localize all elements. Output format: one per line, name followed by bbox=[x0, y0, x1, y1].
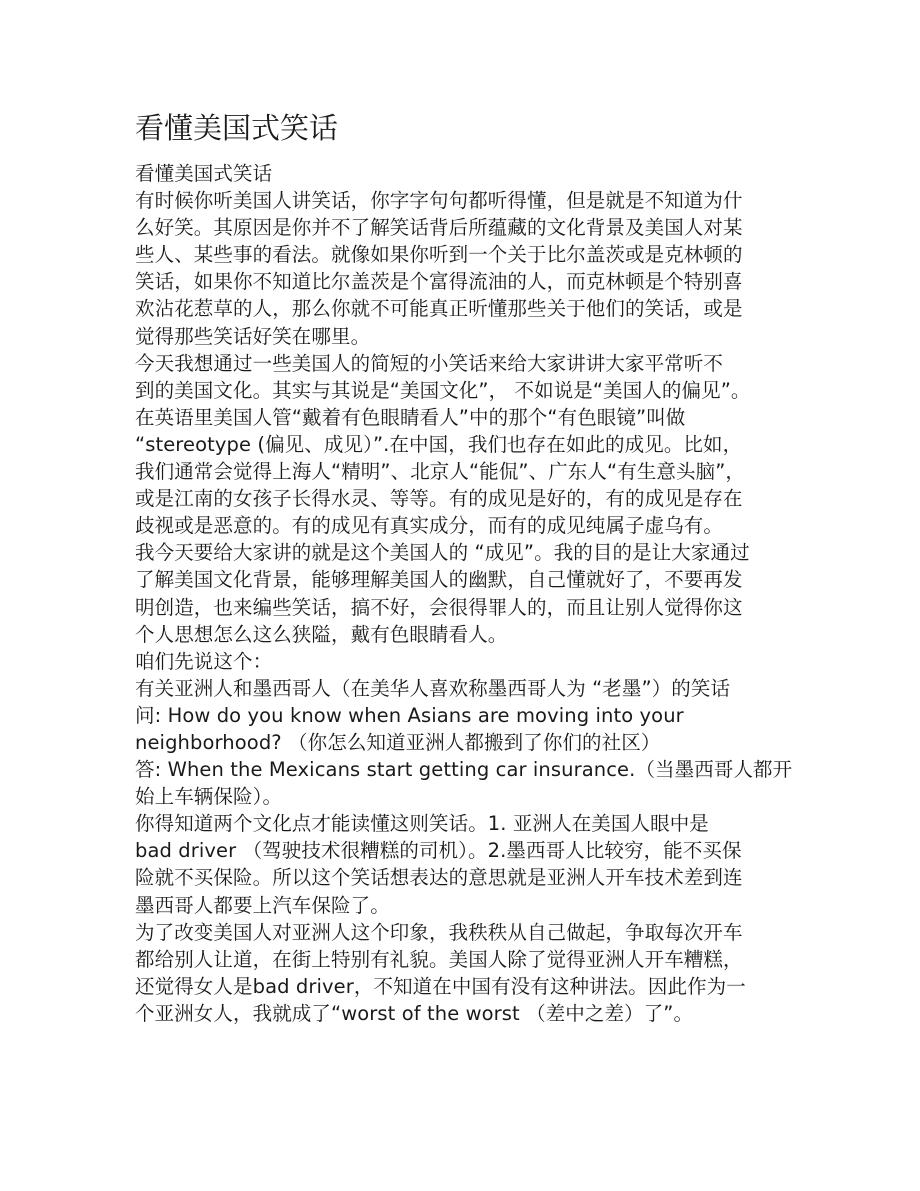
text-line: 歧视或是恶意的。有的成见有真实成分，而有的成见纯属子虚乌有。 bbox=[135, 514, 724, 538]
text-line: 今天我想通过一些美国人的简短的小笑话来给大家讲讲大家平常听不 bbox=[135, 351, 724, 375]
text-line: “stereotype (偏见、成见）”.在中国，我们也存在如此的成见。比如， bbox=[135, 432, 743, 456]
text-line: 明创造，也来编些笑话，搞不好，会很得罪人的，而且让别人觉得你这 bbox=[135, 595, 743, 619]
text-line: 我今天要给大家讲的就是这个美国人的 “成见”。我的目的是让大家通过 bbox=[135, 541, 750, 565]
text-line: 咱们先说这个： bbox=[135, 649, 273, 673]
text-line: 或是江南的女孩子长得水灵、等等。有的成见是好的，有的成见是存在 bbox=[135, 487, 743, 511]
text-line: 个亚洲女人，我就成了“worst of the worst （差中之差）了”。 bbox=[135, 1001, 694, 1025]
text-line: 觉得那些笑话好笑在哪里。 bbox=[135, 324, 371, 348]
text-line: 你得知道两个文化点才能读懂这则笑话。1. 亚洲人在美国人眼中是 bbox=[135, 812, 709, 836]
text-line: 还觉得女人是bad driver，不知道在中国有没有这种讲法。因此作为一 bbox=[135, 974, 746, 998]
text-line: 个人思想怎么这么狭隘，戴有色眼睛看人。 bbox=[135, 622, 508, 646]
text-line: 都给别人让道，在街上特别有礼貌。美国人除了觉得亚洲人开车糟糕， bbox=[135, 947, 743, 971]
text-line: 到的美国文化。其实与其说是“美国文化”， 不如说是“美国人的偏见”。 bbox=[135, 378, 751, 402]
text-line: 为了改变美国人对亚洲人这个印象，我秩秩从自己做起，争取每次开车 bbox=[135, 920, 743, 944]
text-line: 欢沾花惹草的人，那么你就不可能真正听懂那些关于他们的笑话，或是 bbox=[135, 297, 743, 321]
text-line: 我们通常会觉得上海人“精明”、北京人“能侃”、广东人“有生意头脑”， bbox=[135, 460, 746, 484]
page-title: 看懂美国式笑话 bbox=[135, 111, 339, 145]
text-line: 答: When the Mexicans start getting car insurance.（当墨西哥人都开 bbox=[135, 758, 793, 782]
text-line: 墨西哥人都要上汽车保险了。 bbox=[135, 893, 390, 917]
text-line: 笑话，如果你不知道比尔盖茨是个富得流油的人，而克林顿是个特别喜 bbox=[135, 270, 743, 294]
text-line: bad driver （驾驶技术很糟糕的司机）。2.墨西哥人比较穷，能不买保 bbox=[135, 839, 742, 863]
text-line: 有关亚洲人和墨西哥人（在美华人喜欢称墨西哥人为 “老墨”）的笑话 bbox=[135, 676, 731, 700]
article-body bbox=[135, 160, 793, 1027]
text-line: 有时候你听美国人讲笑话，你字字句句都听得懂，但是就是不知道为什 bbox=[135, 189, 743, 213]
text-line: 了解美国文化背景，能够理解美国人的幽默，自己懂就好了，不要再发 bbox=[135, 568, 743, 592]
text-line: 始上车辆保险）。 bbox=[135, 785, 283, 809]
text-line: 么好笑。其原因是你并不了解笑话背后所蕴藏的文化背景及美国人对某 bbox=[135, 216, 743, 240]
text-line: 问: How do you know when Asians are moving into your bbox=[135, 703, 684, 727]
text-line: 险就不买保险。所以这个笑话想表达的意思就是亚洲人开车技术差到连 bbox=[135, 866, 743, 890]
text-line: neighborhood? （你怎么知道亚洲人都搬到了你们的社区） bbox=[135, 730, 661, 754]
text-line: 些人、某些事的看法。就像如果你听到一个关于比尔盖茨或是克林顿的 bbox=[135, 243, 743, 267]
text-line: 在英语里美国人管“戴着有色眼睛看人”中的那个“有色眼镜”叫做 bbox=[135, 405, 686, 429]
subtitle-line: 看懂美国式笑话 bbox=[135, 162, 273, 185]
